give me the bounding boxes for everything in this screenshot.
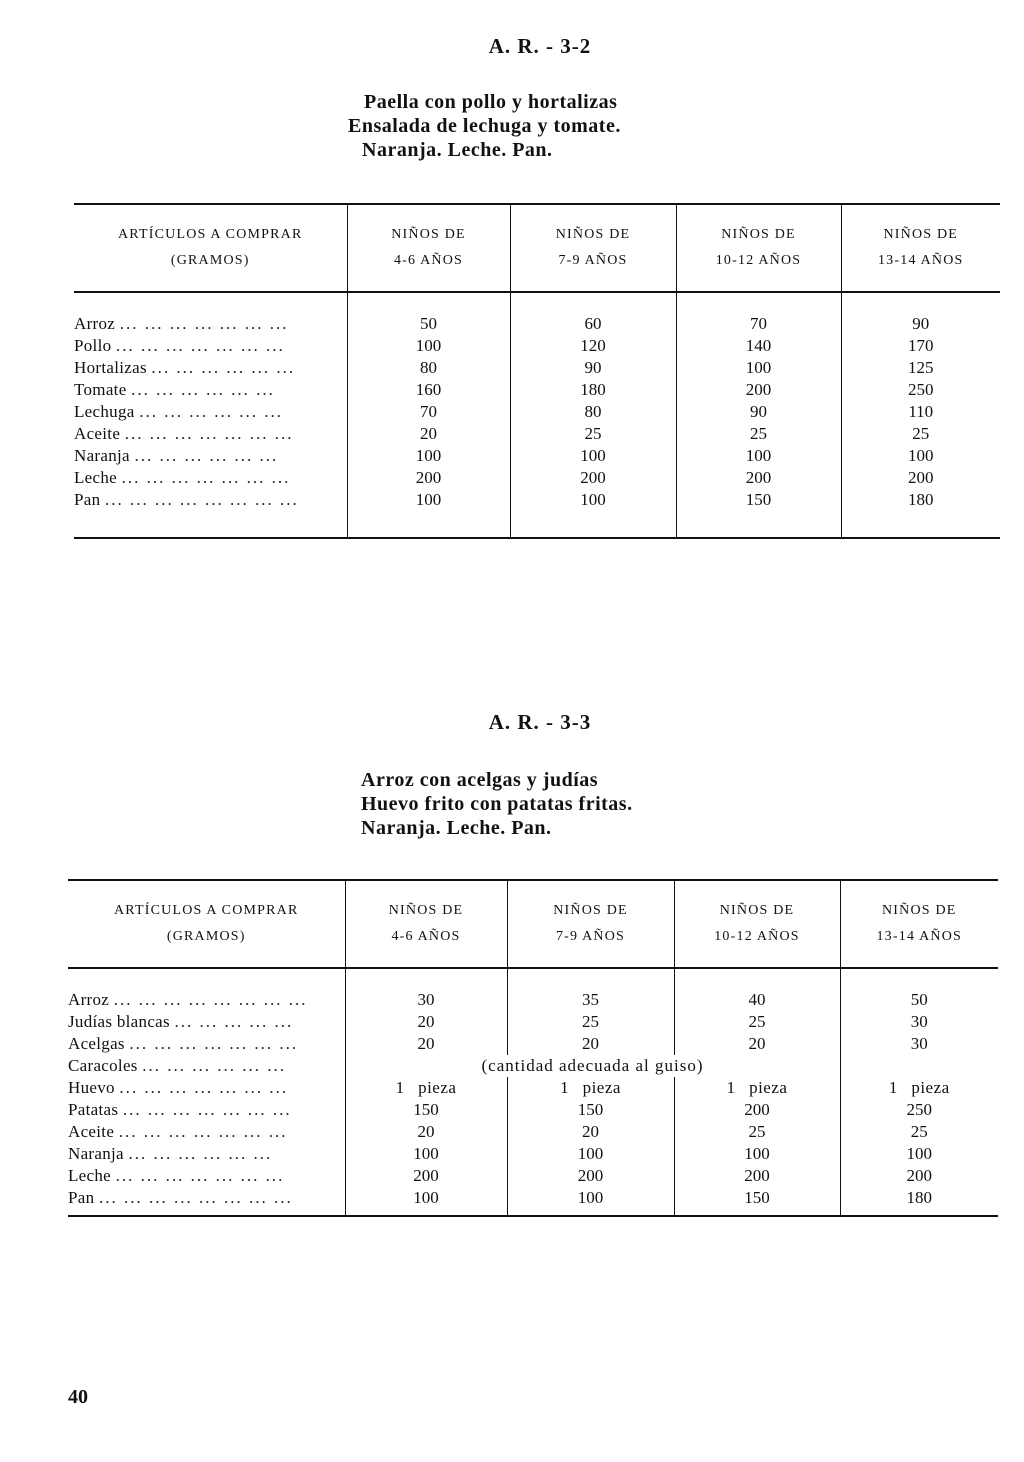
value-cell: 100 <box>507 1187 674 1209</box>
value-cell: 200 <box>676 379 841 401</box>
item-name: Caracoles <box>68 1056 138 1075</box>
value-cell: 50 <box>840 989 998 1011</box>
menu-line: Naranja. Leche. Pan. <box>361 817 552 839</box>
value-cell: 100 <box>347 445 510 467</box>
header-col-7-9: NIÑOS DE 7-9 AÑOS <box>510 204 676 292</box>
value-cell: 20 <box>674 1033 840 1055</box>
item-name: Acelgas <box>68 1034 125 1053</box>
value-cell: 90 <box>841 313 1000 335</box>
item-name: Hortalizas <box>74 358 147 377</box>
table-row <box>68 989 998 1011</box>
section1-table <box>74 203 1000 539</box>
item-name: Naranja <box>68 1144 124 1163</box>
table-row <box>68 1055 998 1077</box>
value-cell: 100 <box>345 1187 507 1209</box>
value-cell: 140 <box>676 335 841 357</box>
value-cell: 150 <box>345 1099 507 1121</box>
value-cell: 150 <box>674 1187 840 1209</box>
value-cell: 20 <box>507 1121 674 1143</box>
piece-count: 1 <box>888 1078 898 1097</box>
value-cell: 100 <box>507 1143 674 1165</box>
item-name: Lechuga <box>74 402 135 421</box>
menu-line: Paella con pollo y hortalizas <box>364 91 618 113</box>
value-cell: 200 <box>347 467 510 489</box>
table-row <box>74 357 1000 379</box>
value-cell: 200 <box>345 1165 507 1187</box>
piece-count: 1 <box>726 1078 736 1097</box>
value-cell: 80 <box>510 401 676 423</box>
item-name-cell <box>74 313 347 335</box>
item-name: Naranja <box>74 446 130 465</box>
item-name: Aceite <box>68 1122 115 1141</box>
value-cell: 30 <box>840 1033 998 1055</box>
item-name: Tomate <box>74 380 127 399</box>
value-cell: 100 <box>674 1143 840 1165</box>
item-name-cell <box>74 467 347 489</box>
value-cell: 40 <box>674 989 840 1011</box>
value-cell: 35 <box>507 989 674 1011</box>
table-row <box>74 423 1000 445</box>
quantity-note: (cantidad adecuada al guiso) <box>345 1055 840 1077</box>
header-articulos: ARTÍCULOS A COMPRAR (GRAMOS) <box>74 204 347 292</box>
header-col-4-6: NIÑOS DE 4-6 AÑOS <box>347 204 510 292</box>
value-cell: 120 <box>510 335 676 357</box>
item-name-cell <box>74 379 347 401</box>
value-cell: 100 <box>347 489 510 511</box>
table-row <box>68 1077 998 1099</box>
item-name-cell <box>74 401 347 423</box>
section1-menu <box>348 90 621 162</box>
table-row <box>74 335 1000 357</box>
value-cell: 100 <box>676 445 841 467</box>
item-name-cell <box>68 1011 345 1033</box>
value-cell: 250 <box>841 379 1000 401</box>
value-cell <box>840 1077 998 1099</box>
leader-dots: ... ... ... ... ... ... ... <box>121 468 291 487</box>
table-header-row <box>74 204 1000 292</box>
piece-unit: pieza <box>749 1078 788 1097</box>
menu-line: Arroz con acelgas y judías <box>361 769 599 791</box>
value-cell: 100 <box>345 1143 507 1165</box>
value-cell: 250 <box>840 1099 998 1121</box>
value-cell: 20 <box>345 1121 507 1143</box>
table-row <box>68 1011 998 1033</box>
table-row <box>74 379 1000 401</box>
item-name: Pan <box>74 490 101 509</box>
value-cell: 20 <box>345 1011 507 1033</box>
item-name-cell <box>68 1187 345 1209</box>
leader-dots: ... ... ... ... ... ... ... <box>119 1078 289 1097</box>
item-name: Patatas <box>68 1100 119 1119</box>
value-cell: 60 <box>510 313 676 335</box>
leader-dots: ... ... ... ... ... ... ... <box>122 1100 292 1119</box>
menu-line: Huevo frito con patatas fritas. <box>361 793 633 815</box>
item-name-cell <box>74 335 347 357</box>
value-cell: 25 <box>674 1011 840 1033</box>
leader-dots: ... ... ... ... ... ... <box>134 446 279 465</box>
value-cell: 100 <box>510 489 676 511</box>
value-cell: 25 <box>676 423 841 445</box>
header-col-13-14: NIÑOS DE 13-14 AÑOS <box>840 880 998 968</box>
value-cell: 25 <box>841 423 1000 445</box>
header-articulos: ARTÍCULOS A COMPRAR (GRAMOS) <box>68 880 345 968</box>
value-cell: 90 <box>676 401 841 423</box>
item-name: Leche <box>74 468 118 487</box>
value-cell: 70 <box>676 313 841 335</box>
value-cell: 200 <box>674 1099 840 1121</box>
section2-menu <box>361 768 633 840</box>
value-cell: 25 <box>674 1121 840 1143</box>
value-cell: 20 <box>345 1033 507 1055</box>
item-name-cell <box>68 1077 345 1099</box>
value-cell: 30 <box>345 989 507 1011</box>
item-name-cell <box>74 357 347 379</box>
value-cell <box>507 1077 674 1099</box>
section2-table <box>68 879 998 1217</box>
table-row <box>74 445 1000 467</box>
value-cell <box>840 1055 998 1077</box>
item-name-cell <box>68 1165 345 1187</box>
value-cell: 100 <box>510 445 676 467</box>
leader-dots: ... ... ... ... ... ... <box>139 402 283 421</box>
value-cell <box>674 1077 840 1099</box>
item-name-cell <box>68 989 345 1011</box>
table-header-row <box>68 880 998 968</box>
value-cell: 200 <box>510 467 676 489</box>
value-cell: 150 <box>507 1099 674 1121</box>
value-cell: 20 <box>507 1033 674 1055</box>
item-name-cell <box>74 489 347 511</box>
section1-code: A. R. - 3-2 <box>488 34 592 58</box>
menu-line: Ensalada de lechuga y tomate. <box>348 115 621 137</box>
leader-dots: ... ... ... ... ... ... <box>128 1144 273 1163</box>
menu-line: Naranja. Leche. Pan. <box>362 139 553 161</box>
value-cell: 150 <box>676 489 841 511</box>
leader-dots: ... ... ... ... ... ... ... <box>124 424 294 443</box>
table-row <box>68 1165 998 1187</box>
leader-dots: ... ... ... ... ... ... <box>142 1056 287 1075</box>
value-cell: 25 <box>510 423 676 445</box>
value-cell: 200 <box>676 467 841 489</box>
value-cell: 50 <box>347 313 510 335</box>
value-cell: 100 <box>841 445 1000 467</box>
value-cell: 80 <box>347 357 510 379</box>
item-name: Aceite <box>74 424 121 443</box>
section2-code: A. R. - 3-3 <box>488 710 592 734</box>
table-row <box>68 1187 998 1209</box>
leader-dots: ... ... ... ... ... ... <box>151 358 296 377</box>
piece-count: 1 <box>395 1078 405 1097</box>
table-row <box>68 1099 998 1121</box>
value-cell: 180 <box>510 379 676 401</box>
table-row <box>68 1121 998 1143</box>
leader-dots: ... ... ... ... ... ... ... ... <box>113 990 308 1009</box>
item-name-cell <box>74 423 347 445</box>
value-cell: 200 <box>507 1165 674 1187</box>
value-cell: 200 <box>840 1165 998 1187</box>
piece-count: 1 <box>560 1078 569 1097</box>
table-row <box>68 1143 998 1165</box>
value-cell: 200 <box>674 1165 840 1187</box>
value-cell: 170 <box>841 335 1000 357</box>
piece-unit: pieza <box>911 1078 950 1097</box>
value-cell: 200 <box>841 467 1000 489</box>
table-row <box>74 313 1000 335</box>
leader-dots: ... ... ... ... ... ... ... <box>115 336 285 355</box>
header-col-10-12: NIÑOS DE 10-12 AÑOS <box>674 880 840 968</box>
table-row <box>68 1033 998 1055</box>
value-cell: 20 <box>347 423 510 445</box>
value-cell: 160 <box>347 379 510 401</box>
table-row <box>74 489 1000 511</box>
item-name: Arroz <box>68 990 110 1009</box>
item-name: Huevo <box>68 1078 115 1097</box>
leader-dots: ... ... ... ... ... ... ... <box>115 1166 285 1185</box>
piece-unit: pieza <box>582 1078 621 1097</box>
leader-dots: ... ... ... ... ... ... ... <box>129 1034 299 1053</box>
value-cell: 100 <box>676 357 841 379</box>
value-cell: 110 <box>841 401 1000 423</box>
item-name: Pan <box>68 1188 95 1207</box>
item-name: Leche <box>68 1166 112 1185</box>
item-name: Pollo <box>74 336 112 355</box>
item-name: Judías blancas <box>68 1012 170 1031</box>
value-cell: 90 <box>510 357 676 379</box>
item-name: Arroz <box>74 314 116 333</box>
header-col-13-14: NIÑOS DE 13-14 AÑOS <box>841 204 1000 292</box>
leader-dots: ... ... ... ... ... <box>174 1012 294 1031</box>
header-col-7-9: NIÑOS DE 7-9 AÑOS <box>507 880 674 968</box>
table-row <box>74 467 1000 489</box>
value-cell <box>345 1077 507 1099</box>
value-cell: 25 <box>840 1121 998 1143</box>
leader-dots: ... ... ... ... ... ... ... <box>118 1122 288 1141</box>
value-cell: 180 <box>840 1187 998 1209</box>
leader-dots: ... ... ... ... ... ... ... ... <box>98 1188 293 1207</box>
header-col-4-6: NIÑOS DE 4-6 AÑOS <box>345 880 507 968</box>
piece-unit: pieza <box>418 1078 457 1097</box>
item-name-cell <box>68 1033 345 1055</box>
table-row <box>74 401 1000 423</box>
item-name-cell <box>68 1055 345 1077</box>
value-cell: 25 <box>507 1011 674 1033</box>
value-cell: 125 <box>841 357 1000 379</box>
header-col-10-12: NIÑOS DE 10-12 AÑOS <box>676 204 841 292</box>
item-name-cell <box>68 1099 345 1121</box>
item-name-cell <box>68 1121 345 1143</box>
value-cell: 70 <box>347 401 510 423</box>
item-name-cell <box>74 445 347 467</box>
value-cell: 100 <box>347 335 510 357</box>
value-cell: 30 <box>840 1011 998 1033</box>
item-name-cell <box>68 1143 345 1165</box>
value-cell: 180 <box>841 489 1000 511</box>
value-cell: 100 <box>840 1143 998 1165</box>
leader-dots: ... ... ... ... ... ... ... <box>119 314 289 333</box>
leader-dots: ... ... ... ... ... ... <box>131 380 275 399</box>
page-number: 40 <box>68 1386 88 1408</box>
leader-dots: ... ... ... ... ... ... ... ... <box>104 490 299 509</box>
